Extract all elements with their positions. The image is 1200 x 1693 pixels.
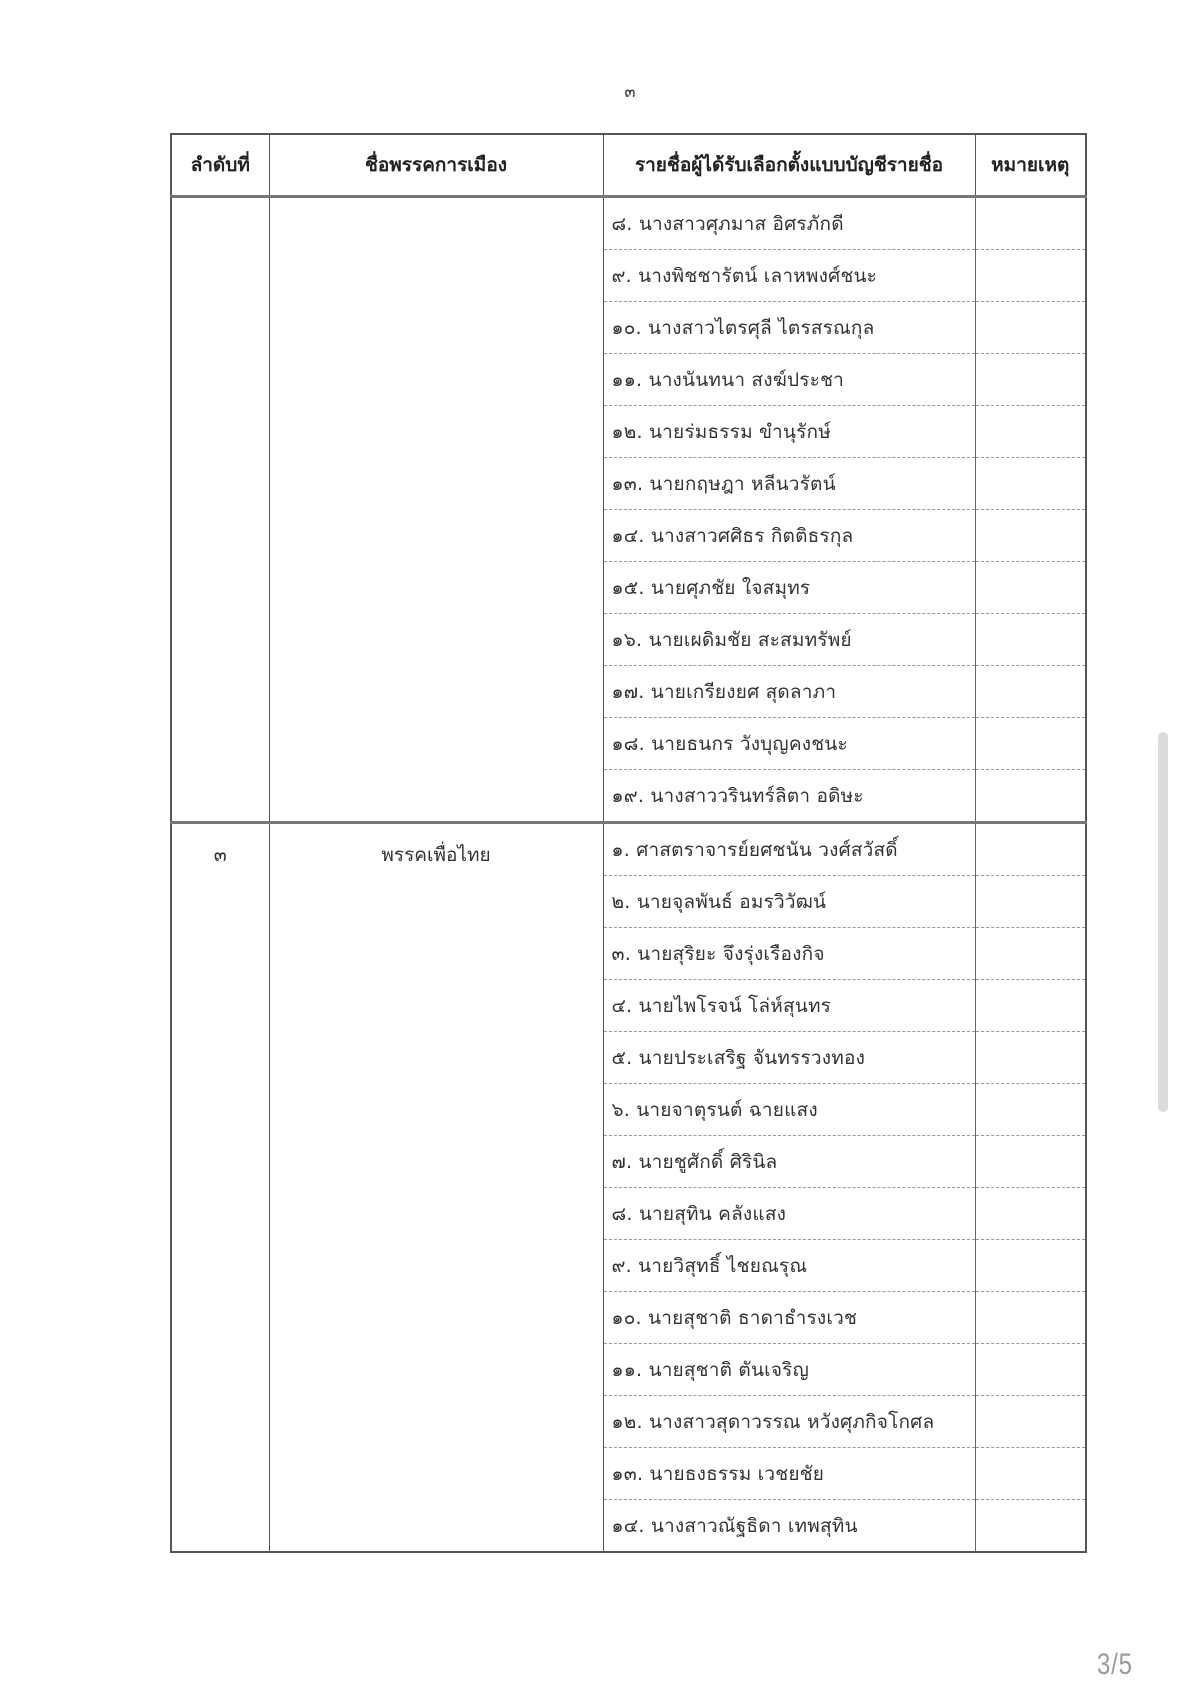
note-cell — [975, 1084, 1086, 1136]
candidate-name-cell: ๓. นายสุริยะ จึงรุ่งเรืองกิจ — [603, 928, 975, 980]
header-names: รายชื่อผู้ได้รับเลือกตั้งแบบบัญชีรายชื่อ — [603, 134, 975, 197]
note-cell — [975, 354, 1086, 406]
note-cell — [975, 250, 1086, 302]
candidate-list-table — [170, 133, 1087, 1553]
candidate-name-cell: ๑๗. นายเกรียงยศ สุดลาภา — [603, 666, 975, 718]
note-cell — [975, 823, 1086, 876]
page-number: ๓ — [624, 82, 636, 101]
candidate-name-cell: ๖. นายจาตุรนต์ ฉายแสง — [603, 1084, 975, 1136]
table-row — [171, 823, 1086, 876]
header-seq: ลำดับที่ — [171, 134, 269, 197]
note-cell — [975, 458, 1086, 510]
candidate-name-cell: ๒. นายจุลพันธ์ อมรวิวัฒน์ — [603, 876, 975, 928]
candidate-name-cell: ๑๐. นางสาวไตรศุลี ไตรสรณกุล — [603, 302, 975, 354]
vertical-scrollbar[interactable] — [1158, 732, 1168, 1112]
note-cell — [975, 1188, 1086, 1240]
candidate-name-cell: ๘. นายสุทิน คลังแสง — [603, 1188, 975, 1240]
note-cell — [975, 1240, 1086, 1292]
candidate-name-cell: ๑๓. นายกฤษฎา หลีนวรัตน์ — [603, 458, 975, 510]
candidate-name-cell: ๑๔. นางสาวณัฐธิดา เทพสุทิน — [603, 1500, 975, 1553]
candidate-name-cell: ๙. นายวิสุทธิ์ ไชยณรุณ — [603, 1240, 975, 1292]
note-cell — [975, 1136, 1086, 1188]
header-note: หมายเหตุ — [975, 134, 1086, 197]
note-cell — [975, 1448, 1086, 1500]
candidate-name-cell: ๑๓. นายธงธรรม เวชยชัย — [603, 1448, 975, 1500]
table-header-row — [171, 134, 1086, 197]
note-cell — [975, 928, 1086, 980]
note-cell — [975, 1396, 1086, 1448]
note-cell — [975, 876, 1086, 928]
candidate-name-cell: ๑๑. นางนันทนา สงฆ์ประชา — [603, 354, 975, 406]
note-cell — [975, 197, 1086, 250]
note-cell — [975, 1500, 1086, 1553]
note-cell — [975, 770, 1086, 823]
candidate-name-cell: ๑. ศาสตราจารย์ยศชนัน วงศ์สวัสดิ์ — [603, 823, 975, 876]
note-cell — [975, 302, 1086, 354]
note-cell — [975, 406, 1086, 458]
candidate-name-cell: ๑๒. นายร่มธรรม ขำนุรักษ์ — [603, 406, 975, 458]
candidate-name-cell: ๑๙. นางสาววรินทร์ลิตา อดิษะ — [603, 770, 975, 823]
candidate-name-cell: ๑๑. นายสุชาติ ตันเจริญ — [603, 1344, 975, 1396]
candidate-name-cell: ๑๕. นายศุภชัย ใจสมุทร — [603, 562, 975, 614]
party-sequence-cell: ๓ — [171, 823, 269, 1553]
candidate-name-cell: ๕. นายประเสริฐ จันทรรวงทอง — [603, 1032, 975, 1084]
note-cell — [975, 1344, 1086, 1396]
note-cell — [975, 666, 1086, 718]
candidate-name-cell: ๘. นางสาวศุภมาส อิศรภักดี — [603, 197, 975, 250]
header-party: ชื่อพรรคการเมือง — [269, 134, 603, 197]
page-indicator: 3/5 — [1097, 1648, 1133, 1681]
candidate-name-cell: ๑๒. นางสาวสุดาวรรณ หวังศุภกิจโกศล — [603, 1396, 975, 1448]
table-row — [171, 197, 1086, 250]
note-cell — [975, 1032, 1086, 1084]
candidate-name-cell: ๑๔. นางสาวศศิธร กิตติธรกุล — [603, 510, 975, 562]
note-cell — [975, 562, 1086, 614]
party-name-cell — [269, 197, 603, 823]
note-cell — [975, 718, 1086, 770]
table-body — [171, 197, 1086, 1553]
note-cell — [975, 1292, 1086, 1344]
candidate-name-cell: ๗. นายชูศักดิ์ ศิรินิล — [603, 1136, 975, 1188]
party-name-cell: พรรคเพื่อไทย — [269, 823, 603, 1553]
note-cell — [975, 980, 1086, 1032]
party-sequence-cell — [171, 197, 269, 823]
candidate-name-cell: ๑๘. นายธนกร วังบุญคงชนะ — [603, 718, 975, 770]
note-cell — [975, 510, 1086, 562]
candidate-name-cell: ๙. นางพิชชารัตน์ เลาหพงศ์ชนะ — [603, 250, 975, 302]
note-cell — [975, 614, 1086, 666]
candidate-name-cell: ๑๐. นายสุชาติ ธาดาธำรงเวช — [603, 1292, 975, 1344]
candidate-name-cell: ๑๖. นายเผดิมชัย สะสมทรัพย์ — [603, 614, 975, 666]
candidate-name-cell: ๔. นายไพโรจน์ โล่ห์สุนทร — [603, 980, 975, 1032]
